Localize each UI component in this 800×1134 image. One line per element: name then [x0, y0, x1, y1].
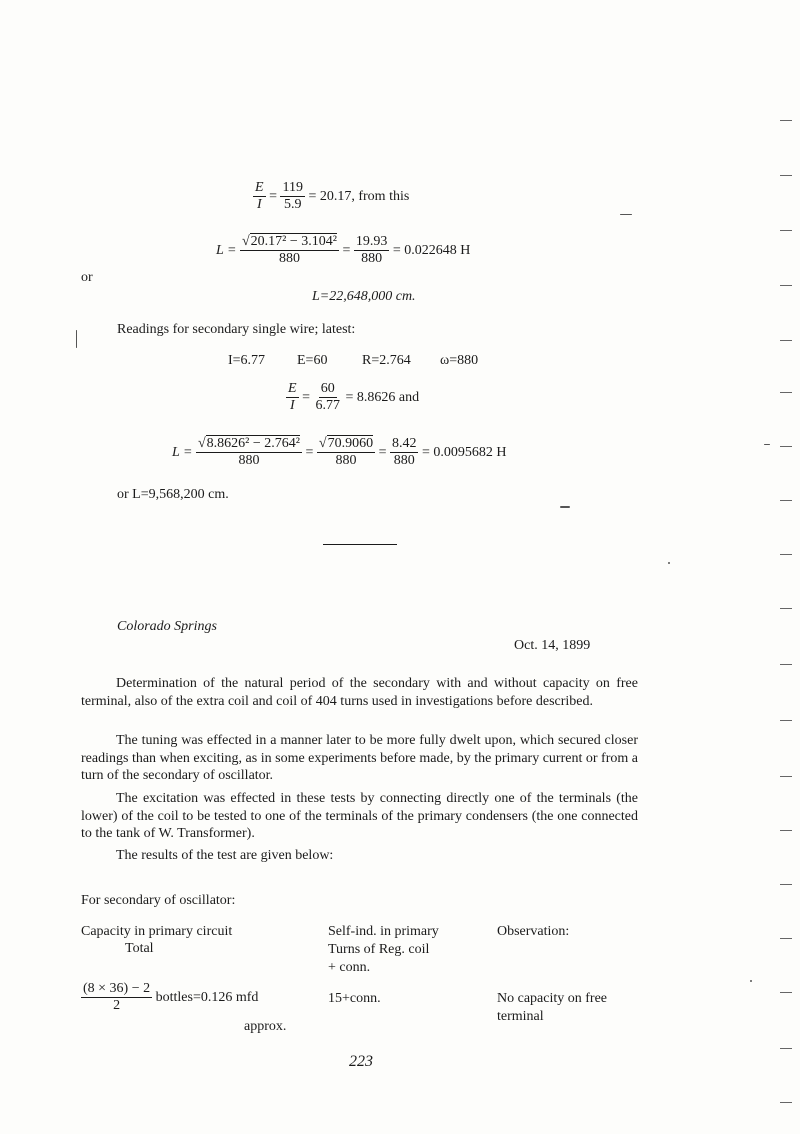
page-number: 223 — [349, 1053, 373, 1070]
readings-heading: Readings for secondary single wire; latest: — [117, 322, 356, 337]
speck — [750, 980, 752, 982]
frac-num: (8 × 36) − 2 — [81, 981, 152, 998]
frac-num: E — [253, 180, 266, 197]
table-row — [81, 981, 258, 1014]
edge-mark — [780, 1048, 792, 1049]
equation-result: = 0.0095682 H — [421, 444, 507, 460]
observation-line-2: terminal — [497, 1009, 544, 1024]
equation-l-cm-2: or L=9,568,200 cm. — [117, 487, 229, 502]
speck — [668, 562, 670, 564]
edge-mark — [780, 992, 792, 993]
edge-mark — [780, 230, 792, 231]
reading-omega: ω=880 — [440, 353, 479, 368]
frac-den: 880 — [238, 453, 260, 469]
header-total: Total — [125, 941, 154, 956]
observation-line-1: No capacity on free — [497, 991, 607, 1006]
equation-inductance-2: L = $\frac{\text{√8.8626² − 2.764²}}{880}$ = $\frac{√70.9060}{880}$ = $\frac{8.42}{880}$ = 0.0095682 H — [172, 436, 507, 469]
entry-date: Oct. 14, 1899 — [514, 638, 591, 653]
frac-num: 119 — [280, 180, 304, 197]
equation-e-over-i-1: $\frac{E}{I}$ = $\frac{119}{5.9}$ = 20.17, from this — [255, 180, 410, 213]
frac-den: 880 — [361, 251, 383, 267]
equation-l-cm-1: L=22,648,000 cm. — [312, 289, 416, 304]
speck — [764, 444, 770, 445]
equation-inductance-1: L = $\frac{\text{√20.17² − 3.104²}}{880}$ = $\frac{19.93}{880}$ = 0.022648 H — [216, 234, 471, 267]
edge-mark — [780, 175, 792, 176]
frac-den: 880 — [335, 453, 357, 469]
frac-num: E — [286, 381, 299, 398]
edge-mark — [780, 446, 792, 447]
reading-e: E=60 — [297, 353, 328, 368]
frac-den: I — [289, 398, 295, 414]
equation-lhs: L = — [216, 242, 237, 258]
paragraph-3: The excitation was effected in these tests by connecting directly one of the terminals (the lower) of the coil to be tested to one of the terminals of the primary condensers (the one connected to the tank of W. Transformer). — [81, 791, 638, 841]
radicand: 70.9060 — [327, 436, 374, 451]
frac-den: 880 — [393, 453, 415, 469]
frac-num: 19.93 — [354, 234, 390, 251]
equation-e-over-i-2: $\frac{E}{I}$ = $\frac{60}{6.77}$ = 8.8626 and — [288, 381, 420, 414]
edge-mark — [780, 938, 792, 939]
reading-i: I=6.77 — [228, 353, 266, 368]
frac-den: 2 — [113, 998, 121, 1014]
radicand: 20.17² − 3.104² — [250, 234, 337, 249]
header-capacity: Capacity in primary circuit — [81, 924, 233, 939]
or-label: or — [81, 270, 93, 285]
header-conn: + conn. — [328, 960, 371, 975]
frac-den: 6.77 — [315, 398, 340, 414]
edge-mark — [780, 120, 792, 121]
frac-num: 8.42 — [390, 436, 419, 453]
table-title: For secondary of oscillator: — [81, 893, 236, 908]
frac-den: I — [256, 197, 262, 213]
equation-lhs: L = — [172, 444, 193, 460]
edge-mark — [780, 884, 792, 885]
edge-mark — [780, 720, 792, 721]
paragraph-4: The results of the test are given below: — [116, 848, 334, 863]
reading-r: R=2.764 — [362, 353, 411, 368]
edge-mark — [780, 554, 792, 555]
edge-mark — [780, 340, 792, 341]
edge-mark — [780, 285, 792, 286]
speck — [560, 506, 570, 508]
header-turns: Turns of Reg. coil — [328, 942, 430, 957]
header-observation: Observation: — [497, 924, 570, 939]
edge-mark — [780, 776, 792, 777]
radicand: 8.8626² − 2.764² — [206, 436, 300, 451]
section-divider — [323, 544, 397, 545]
frac-den: 880 — [278, 251, 300, 267]
edge-mark — [780, 830, 792, 831]
header-self-ind: Self-ind. in primary — [328, 924, 439, 939]
edge-mark — [780, 392, 792, 393]
paragraph-2: The tuning was effected in a manner later to be more fully dwelt upon, which secured closer readings than when exciting, as in some experiments before made, by the primary current or from a turn of the secondary of oscillator. — [81, 733, 638, 783]
edge-mark — [780, 608, 792, 609]
edge-mark — [780, 664, 792, 665]
frac-den: 5.9 — [283, 197, 302, 213]
capacity-value: bottles=0.126 mfd — [155, 989, 259, 1005]
frac-num: 60 — [319, 381, 337, 398]
approx-label: approx. — [244, 1019, 287, 1034]
paragraph-1: Determination of the natural period of the secondary with and without capacity on free terminal, also of the extra coil and coil of 404 turns used in investigations before described. — [81, 676, 638, 709]
speck — [76, 330, 77, 348]
edge-mark — [780, 1102, 792, 1103]
equation-result: = 0.022648 H — [392, 242, 471, 258]
turns-value: 15+conn. — [328, 991, 381, 1006]
equation-result: = 20.17, from this — [308, 188, 410, 204]
equation-result: = 8.8626 and — [345, 389, 420, 405]
place-heading: Colorado Springs — [117, 619, 217, 634]
speck — [620, 214, 632, 215]
edge-mark — [780, 500, 792, 501]
